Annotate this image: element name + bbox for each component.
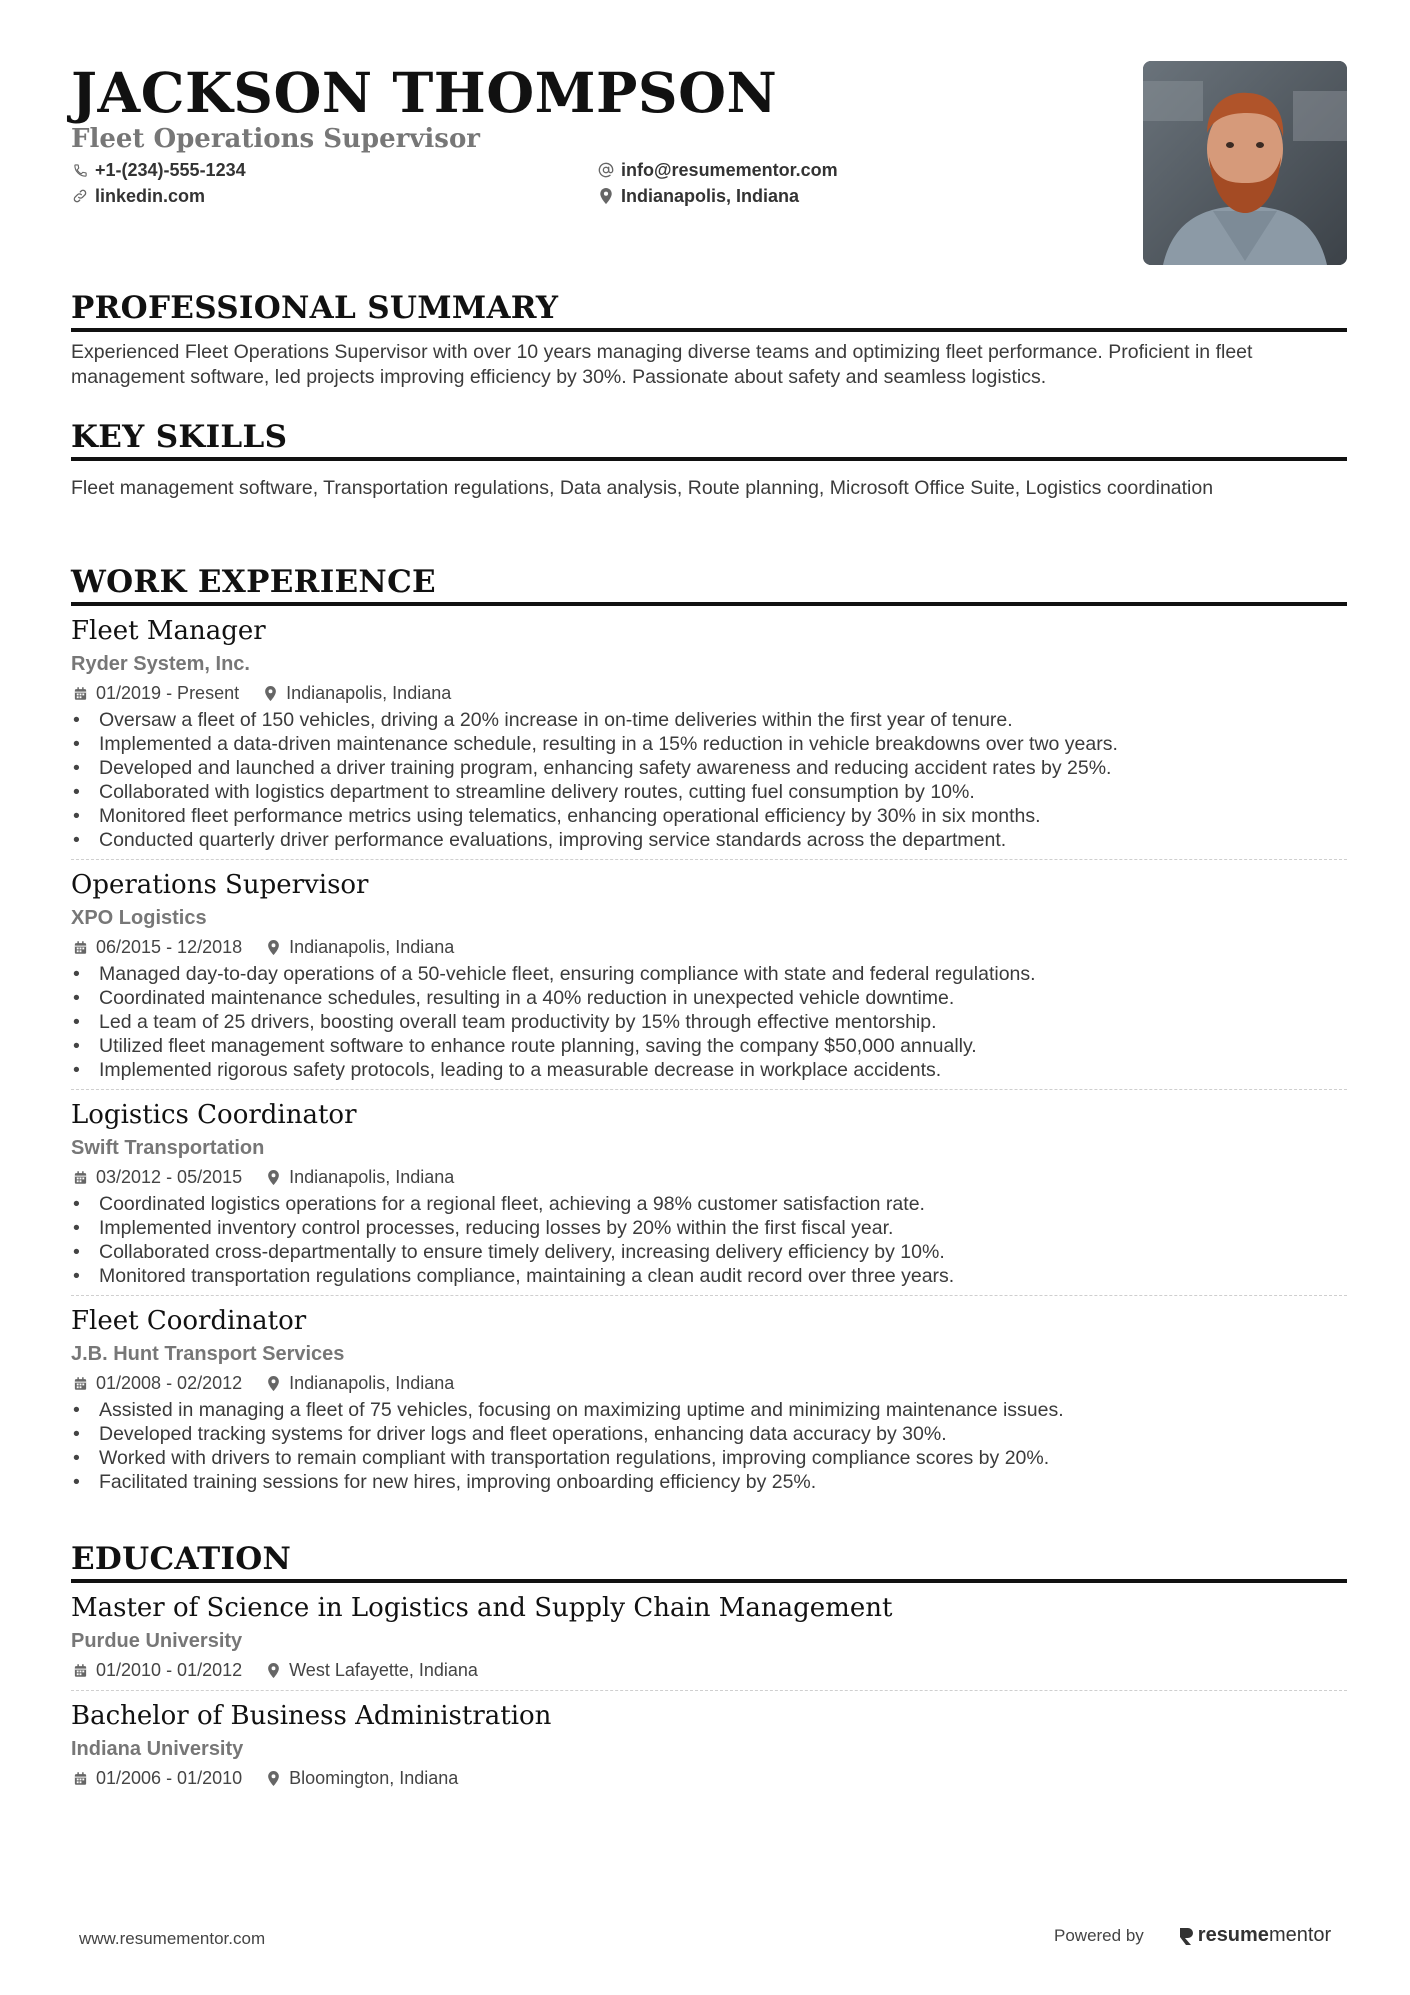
linkedin-text[interactable]: linkedin.com [95,186,206,206]
job-bullets [71,962,1347,1082]
bullet-item: • Facilitated training sessions for new hires, improving onboarding efficiency by 25%. [71,1470,1347,1494]
skills-text: Fleet management software, Transportation regulations, Data analysis, Route planning, Microsoft Office Suite, Logistics coordination [71,477,1214,499]
at-icon [597,161,615,179]
education-meta [71,1765,1347,1791]
calendar-icon [71,1168,89,1186]
phone-text: +1-(234)-555-1234 [95,160,246,180]
phone-icon [71,161,89,179]
bullet-item: • Assisted in managing a fleet of 75 vehicles, focusing on maximizing uptime and minimizing maintenance issues. [71,1398,1347,1422]
education-entry [71,1591,1347,1691]
footer-website[interactable]: www.resumementor.com [79,1929,266,1948]
section-title: WORK EXPERIENCE [71,564,436,600]
bullet-item: • Led a team of 25 drivers, boosting overall team productivity by 15% through effective mentorship. [71,1010,1347,1034]
education-dates: 01/2006 - 01/2010 [96,1768,243,1788]
bullet-item: • Coordinated logistics operations for a regional fleet, achieving a 98% customer satisfaction rate. [71,1192,1347,1216]
location-text: Indianapolis, Indiana [621,186,800,206]
candidate-role: Fleet Operations Supervisor [71,124,480,154]
company-name: Ryder System, Inc. [71,653,250,675]
job-entry [71,1098,1347,1296]
job-meta [71,934,1347,960]
profile-photo [1143,61,1347,265]
education-location: Bloomington, Indiana [289,1768,459,1788]
section-divider [71,457,1347,461]
job-title: Logistics Coordinator [71,1100,357,1130]
calendar-icon [71,1769,89,1787]
brand-logo[interactable] [1178,1924,1331,1947]
education-meta [71,1657,1347,1683]
map-pin-icon [264,938,282,956]
company-name: Swift Transportation [71,1137,265,1159]
job-bullets [71,708,1347,852]
bullet-item: • Collaborated with logistics department to streamline delivery routes, cutting fuel consumption by 10%. [71,780,1347,804]
bullet-item: • Developed tracking systems for driver logs and fleet operations, enhancing data accuracy by 30%. [71,1422,1347,1446]
brand-mark-icon [1178,1926,1194,1946]
footer-powered-by [1054,1924,1331,1947]
job-title: Operations Supervisor [71,870,369,900]
candidate-name: JACKSON THOMPSON [71,60,778,125]
job-title: Fleet Coordinator [71,1306,307,1336]
summary-section [71,289,1347,390]
entry-divider [71,1089,1347,1090]
contact-linkedin[interactable] [71,183,205,209]
email-text[interactable]: info@resumementor.com [621,160,838,180]
map-pin-icon [264,1168,282,1186]
school-name: Indiana University [71,1738,244,1760]
company-name: J.B. Hunt Transport Services [71,1343,345,1365]
experience-section [71,563,1347,1494]
education-dates: 01/2010 - 01/2012 [96,1660,243,1680]
map-pin-icon [264,1769,282,1787]
bullet-item: • Conducted quarterly driver performance evaluations, improving service standards across the department. [71,828,1347,852]
company-name: XPO Logistics [71,907,207,929]
bullet-item: • Implemented rigorous safety protocols, leading to a measurable decrease in workplace accidents. [71,1058,1347,1082]
calendar-icon [71,684,89,702]
bullet-item: • Managed day-to-day operations of a 50-vehicle fleet, ensuring compliance with state and federal regulations. [71,962,1347,986]
section-divider [71,1579,1347,1583]
job-location: Indianapolis, Indiana [289,1167,455,1187]
contact-phone [71,157,246,183]
bullet-item: • Collaborated cross-departmentally to ensure timely delivery, increasing delivery efficiency by 10%. [71,1240,1347,1264]
degree-title: Master of Science in Logistics and Supply Chain Management [71,1593,893,1623]
job-dates: 01/2019 - Present [96,683,240,703]
brand-bold-text: resume [1197,1924,1269,1946]
bullet-item: • Monitored transportation regulations compliance, maintaining a clean audit record over three years. [71,1264,1347,1288]
map-pin-icon [597,187,615,205]
bullet-item: • Developed and launched a driver training program, enhancing safety awareness and reducing accident rates by 25%. [71,756,1347,780]
skills-section [71,418,1347,501]
contact-email[interactable] [597,157,838,183]
bullet-item: • Worked with drivers to remain compliant with transportation regulations, improving compliance scores by 20%. [71,1446,1347,1470]
link-icon [71,187,89,205]
summary-text: Experienced Fleet Operations Supervisor with over 10 years managing diverse teams and optimizing fleet performance. Proficient in fleet management software, led projects improving efficiency by 30%. Passionate about safety and seamless logistics. [71,341,1253,388]
section-title: PROFESSIONAL SUMMARY [71,290,559,326]
education-entry [71,1699,1347,1791]
job-bullets [71,1192,1347,1288]
section-title: EDUCATION [71,1541,292,1577]
job-dates: 03/2012 - 05/2015 [96,1167,243,1187]
map-pin-icon [261,684,279,702]
entry-divider [71,1690,1347,1691]
education-location: West Lafayette, Indiana [289,1660,478,1680]
section-title: KEY SKILLS [71,419,288,455]
job-location: Indianapolis, Indiana [289,1373,455,1393]
job-location: Indianapolis, Indiana [286,683,452,703]
map-pin-icon [264,1661,282,1679]
job-entry [71,614,1347,860]
brand-light-text: mentor [1268,1924,1332,1946]
bullet-item: • Implemented a data-driven maintenance schedule, resulting in a 15% reduction in vehicle breakdowns over two years. [71,732,1347,756]
job-dates: 01/2008 - 02/2012 [96,1373,243,1393]
degree-title: Bachelor of Business Administration [71,1701,552,1731]
entry-divider [71,859,1347,860]
job-entry [71,1304,1347,1494]
calendar-icon [71,1661,89,1679]
bullet-item: • Oversaw a fleet of 150 vehicles, driving a 20% increase in on-time deliveries within the first year of tenure. [71,708,1347,732]
bullet-item: • Monitored fleet performance metrics using telematics, enhancing operational efficiency by 30% in six months. [71,804,1347,828]
job-bullets [71,1398,1347,1494]
job-dates: 06/2015 - 12/2018 [96,937,243,957]
calendar-icon [71,938,89,956]
education-section [71,1540,1347,1791]
job-location: Indianapolis, Indiana [289,937,455,957]
entry-divider [71,1295,1347,1296]
job-title: Fleet Manager [71,616,266,646]
job-meta [71,1370,1347,1396]
section-divider [71,602,1347,606]
powered-by-label: Powered by [1054,1925,1144,1945]
bullet-item: • Coordinated maintenance schedules, resulting in a 40% reduction in unexpected vehicle downtime. [71,986,1347,1010]
job-entry [71,868,1347,1090]
school-name: Purdue University [71,1630,243,1652]
bullet-item: • Utilized fleet management software to enhance route planning, saving the company $50,000 annually. [71,1034,1347,1058]
map-pin-icon [264,1374,282,1392]
job-meta [71,680,1347,706]
bullet-item: • Implemented inventory control processes, reducing losses by 20% within the first fiscal year. [71,1216,1347,1240]
job-meta [71,1164,1347,1190]
section-divider [71,328,1347,332]
calendar-icon [71,1374,89,1392]
contact-location [597,183,799,209]
